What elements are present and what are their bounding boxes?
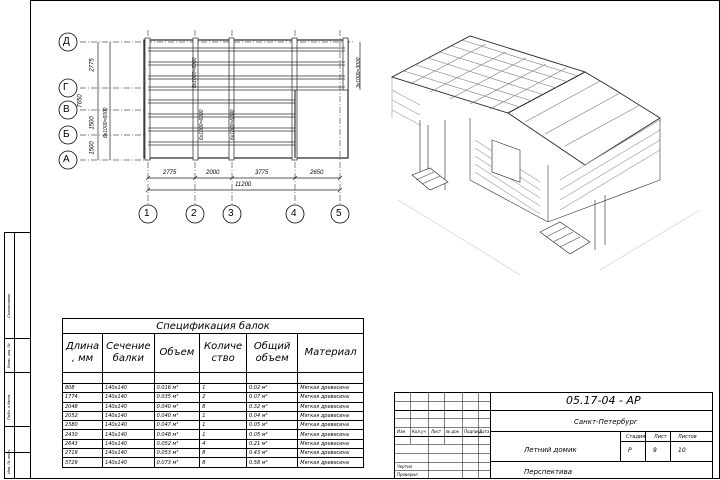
table-cell: 0.040 м³ <box>154 402 200 411</box>
col-header-sign: Подпись <box>464 429 482 434</box>
table-cell: 2380 <box>63 421 103 430</box>
table-cell: 808 <box>63 384 103 393</box>
dim-beam-1: 6x1000=6000 <box>103 107 109 138</box>
spec-title: Спецификация балок <box>63 319 364 334</box>
spec-header-cell <box>298 334 364 373</box>
table-cell: 1 <box>200 384 247 393</box>
table-cell: 2430 <box>63 430 103 439</box>
table-cell: 140х140 <box>103 411 155 420</box>
table-cell: 3729 <box>63 458 103 467</box>
table-cell: Мягкая древесина <box>298 421 364 430</box>
table-cell: Мягкая древесина <box>298 449 364 458</box>
spec-header-text: ство <box>211 353 235 364</box>
table-cell: 0.05 м³ <box>247 430 298 439</box>
table-cell: 8 <box>200 449 247 458</box>
col-header-date: Дата <box>479 429 490 434</box>
perspective-view <box>392 36 700 275</box>
dim-left-2: 1500 <box>89 116 96 130</box>
axis-label-col-1: 1 <box>144 208 150 219</box>
table-cell: 0.053 м³ <box>154 449 200 458</box>
table-row <box>63 393 364 402</box>
table-cell: 140х140 <box>103 439 155 448</box>
table-row <box>63 430 364 439</box>
axis-label-row-v: В <box>63 104 70 115</box>
axis-label-col-5: 5 <box>336 208 342 219</box>
table-cell: 0.43 м³ <box>247 449 298 458</box>
sheets-value: 10 <box>678 447 686 454</box>
table-cell: 0.32 м³ <box>247 402 298 411</box>
dim-right: 3x1000=3000 <box>356 57 362 88</box>
beam-spec-table <box>62 318 364 468</box>
table-cell: 2 <box>200 393 247 402</box>
table-cell: Мягкая древесина <box>298 402 364 411</box>
table-cell: Мягкая древесина <box>298 393 364 402</box>
spec-body <box>63 384 364 468</box>
axis-label-row-g: Г <box>63 82 69 93</box>
table-cell: 0.016 м³ <box>154 384 200 393</box>
table-cell: 2719 <box>63 449 103 458</box>
dim-total: 11200 <box>235 182 252 188</box>
table-cell: 1 <box>200 430 247 439</box>
axis-label-row-b: Б <box>63 129 70 140</box>
table-cell: Мягкая древесина <box>298 458 364 467</box>
table-cell: 2643 <box>63 439 103 448</box>
spec-header-cell <box>247 334 298 373</box>
spec-header-text: балки <box>112 353 144 364</box>
row-axis-bubbles <box>59 33 77 169</box>
role-drew: Чертил <box>397 464 413 469</box>
axis-label-row-a: А <box>63 154 70 165</box>
spec-header-cell <box>63 334 103 373</box>
spec-header-text: объем <box>255 353 289 364</box>
drawing-code: 05.17-04 - АР <box>566 394 641 407</box>
table-cell: 8 <box>200 458 247 467</box>
dim-col-2: 2000 <box>206 170 220 176</box>
table-cell: 1 <box>200 421 247 430</box>
table-cell: 0.040 м³ <box>154 411 200 420</box>
floor-plan <box>77 30 360 205</box>
table-cell: 1774 <box>63 393 103 402</box>
object-name: Летний домик <box>524 446 577 454</box>
table-cell: Мягкая древесина <box>298 411 364 420</box>
stage-header: Стадия <box>626 434 646 440</box>
axis-label-col-3: 3 <box>228 208 234 219</box>
dim-left-3: 1500 <box>89 141 96 155</box>
table-cell: 140х140 <box>103 458 155 467</box>
stamp-sign-date: Подп. и дата <box>6 394 11 420</box>
axis-label-col-2: 2 <box>191 208 197 219</box>
dim-beam-4: 6x1000=6000 <box>230 109 236 140</box>
dim-col-3: 3775 <box>255 170 269 176</box>
spec-header-row <box>63 334 364 373</box>
dim-left-0: 2775 <box>89 58 96 72</box>
axis-label-row-d: Д <box>63 36 70 47</box>
spec-header-text: Материал <box>304 347 357 358</box>
spec-header-cell <box>103 334 155 373</box>
table-cell: 140х140 <box>103 384 155 393</box>
dim-left-1: 7650 <box>77 94 84 108</box>
column-axis-bubbles <box>139 205 349 223</box>
table-cell: 2048 <box>63 402 103 411</box>
dim-col-4: 2650 <box>310 170 324 176</box>
table-cell: 0.048 м³ <box>154 430 200 439</box>
table-row <box>63 402 364 411</box>
table-cell: 2052 <box>63 411 103 420</box>
table-cell: 8 <box>200 402 247 411</box>
col-header-doc: № док <box>446 429 460 434</box>
stamp-inv-replace: Взам. инв. № <box>6 343 11 368</box>
spec-header-cell <box>154 334 200 373</box>
table-cell: 0.02 м³ <box>247 384 298 393</box>
table-cell: 0.21 м³ <box>247 439 298 448</box>
sheets-header: Листов <box>678 434 697 440</box>
spec-header-text: Количе <box>204 341 243 352</box>
table-cell: 0.04 м³ <box>247 411 298 420</box>
spec-header-text: Общий <box>253 341 291 352</box>
table-cell: 140х140 <box>103 449 155 458</box>
table-cell: Мягкая древесина <box>298 430 364 439</box>
spec-header-text: Объем <box>159 347 195 358</box>
city-label: Санкт-Петербург <box>574 418 638 426</box>
stage-value: Р <box>628 447 632 454</box>
dim-beam-3: 6x1000=6000 <box>199 109 205 140</box>
table-cell: 140х140 <box>103 430 155 439</box>
table-cell: Мягкая древесина <box>298 439 364 448</box>
table-cell: 140х140 <box>103 402 155 411</box>
spec-header-text: , мм <box>71 353 94 364</box>
table-cell: 0.047 м³ <box>154 421 200 430</box>
table-cell: 0.07 м³ <box>247 393 298 402</box>
spec-header-cell <box>200 334 247 373</box>
table-cell: Мягкая древесина <box>298 384 364 393</box>
sheet-value: 9 <box>653 447 657 454</box>
table-cell: 140х140 <box>103 393 155 402</box>
dim-col-1: 2775 <box>163 170 177 176</box>
table-row <box>63 458 364 467</box>
col-header-kol: Кол.уч <box>412 429 426 434</box>
table-cell: 0.05 м³ <box>247 421 298 430</box>
table-cell: 0.58 м³ <box>247 458 298 467</box>
table-row <box>63 384 364 393</box>
spec-header-text: Сечение <box>106 341 151 352</box>
col-header-izm: Изм <box>397 429 406 434</box>
table-cell: 0.073 м³ <box>154 458 200 467</box>
table-cell: 0.052 м³ <box>154 439 200 448</box>
spec-header-text: Длина <box>65 341 100 352</box>
sheet-title: Перспектива <box>524 468 573 476</box>
axis-label-col-4: 4 <box>291 208 297 219</box>
col-header-list: Лист <box>431 429 442 434</box>
table-row <box>63 421 364 430</box>
table-cell: 0.035 м³ <box>154 393 200 402</box>
sheet-header: Лист <box>654 434 667 440</box>
table-cell: 4 <box>200 439 247 448</box>
stamp-inv-original: Инв. № подл. <box>6 449 11 474</box>
table-row <box>63 411 364 420</box>
dim-beam-2: 6x1000=6000 <box>192 57 198 88</box>
table-row <box>63 449 364 458</box>
role-checked: Проверил <box>397 472 418 477</box>
table-row <box>63 439 364 448</box>
table-cell: 1 <box>200 411 247 420</box>
title-block <box>394 392 712 476</box>
table-cell: 140х140 <box>103 421 155 430</box>
stamp-agreed: Согласовано <box>6 293 11 318</box>
